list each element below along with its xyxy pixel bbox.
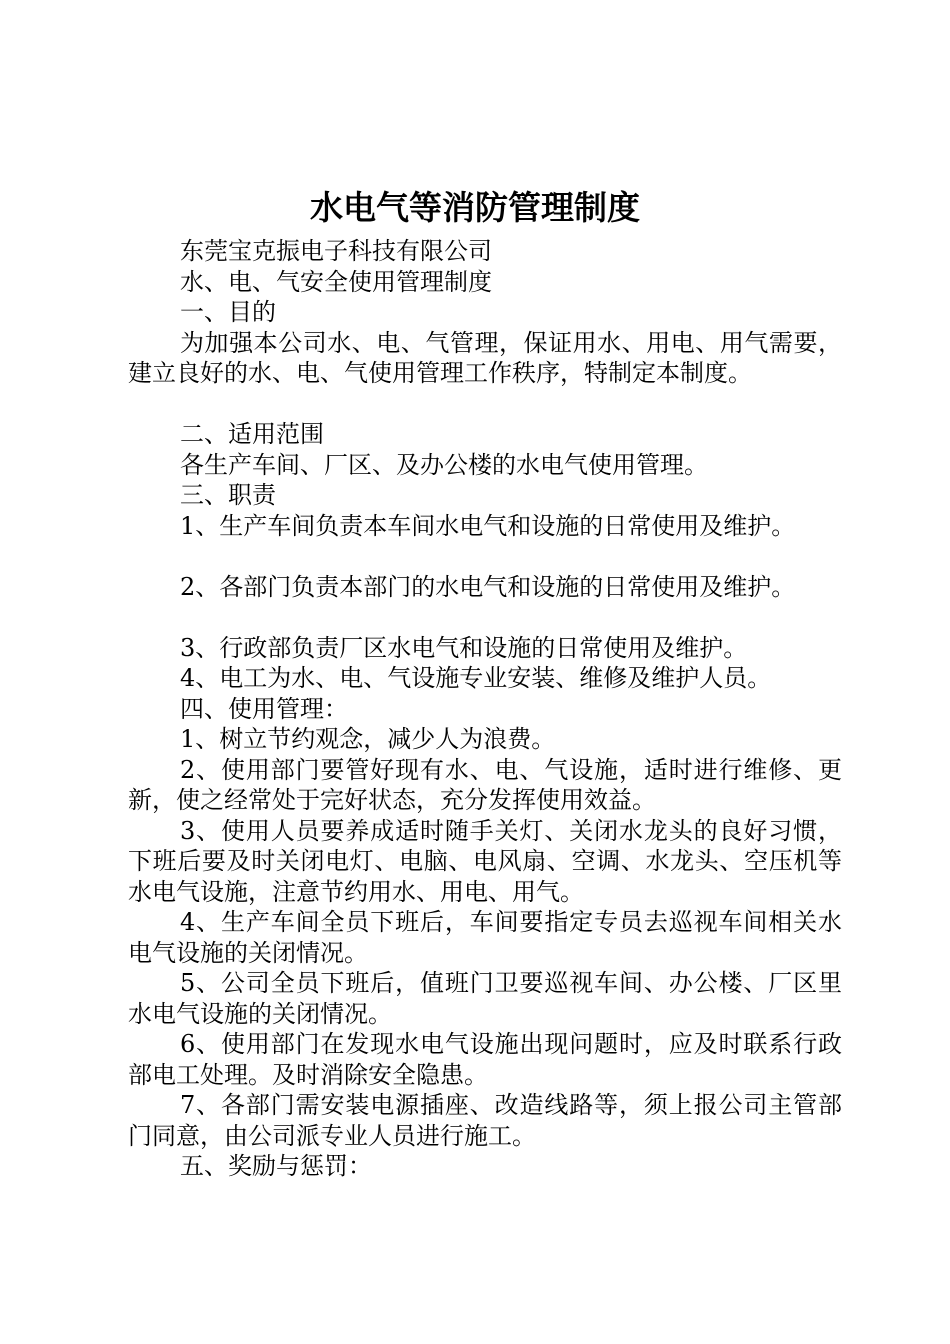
usage-item: 5、公司全员下班后，值班门卫要巡视车间、办公楼、厂区里水电气设施的关闭情况。 — [128, 969, 842, 1028]
usage-item: 1、树立节约观念，减少人为浪费。 — [180, 725, 556, 753]
section-heading-usage: 四、使用管理： — [180, 694, 348, 723]
duty-item: 1、生产车间负责本车间水电气和设施的日常使用及维护。 — [180, 511, 796, 540]
duty-item: 3、行政部负责厂区水电气和设施的日常使用及维护。 — [180, 633, 748, 662]
usage-item: 6、使用部门在发现水电气设施出现问题时，应及时联系行政部电工处理。及时消除安全隐患。 — [128, 1030, 842, 1089]
usage-item: 4、生产车间全员下班后，车间要指定专员去巡视车间相关水电气设施的关闭情况。 — [128, 908, 842, 967]
document-body — [128, 236, 842, 1182]
usage-item: 3、使用人员要养成适时随手关灯、关闭水龙头的良好习惯，下班后要及时关闭电灯、电脑、电风扇、空调、水龙头、空压机等水电气设施，注意节约用水、用电、用气。 — [128, 816, 842, 906]
document-title: 水电气等消防管理制度 — [310, 188, 640, 227]
duty-item: 2、各部门负责本部门的水电气和设施的日常使用及维护。 — [180, 572, 796, 601]
blank-line — [128, 389, 842, 420]
section-heading-duties: 三、职责 — [180, 481, 276, 509]
blank-line — [128, 541, 842, 572]
company-name: 东莞宝克振电子科技有限公司 — [180, 237, 492, 265]
section-heading-scope: 二、适用范围 — [180, 420, 324, 448]
blank-line — [128, 602, 842, 633]
usage-item: 2、使用部门要管好现有水、电、气设施，适时进行维修、更新，使之经常处于完好状态，充分发挥使用效益。 — [128, 755, 842, 814]
usage-item: 7、各部门需安装电源插座、改造线路等，须上报公司主管部门同意，由公司派专业人员进行施工。 — [128, 1091, 842, 1150]
duty-item: 4、电工为水、电、气设施专业安装、维修及维护人员。 — [180, 664, 772, 692]
section-heading-purpose: 一、目的 — [180, 298, 276, 326]
regulation-name: 水、电、气安全使用管理制度 — [180, 267, 492, 296]
scope-paragraph: 各生产车间、厂区、及办公楼的水电气使用管理。 — [180, 450, 708, 479]
purpose-paragraph: 为加强本公司水、电、气管理，保证用水、用电、用气需要，建立良好的水、电、气使用管理工作秩序，特制定本制度。 — [128, 328, 842, 387]
section-heading-rewards: 五、奖励与惩罚： — [180, 1152, 372, 1180]
